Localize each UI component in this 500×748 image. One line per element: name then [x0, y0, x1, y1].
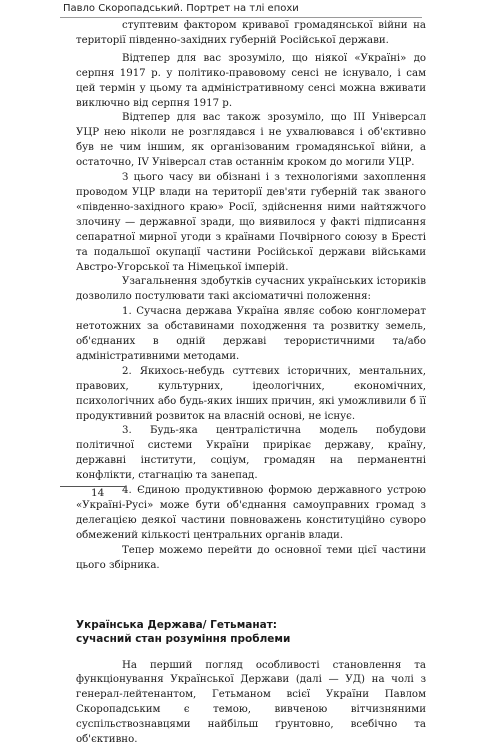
- list-item: 4. Єдиною продуктивною формою державного устрою «Україні-Русі» може бути об'єднання самоуправних громад з делегацією деякої частини повноважень конституційно суворо обмежений кількості центральних органів влади.: [76, 485, 426, 541]
- list-item: 2. Якихось-небудь суттєвих історичних, ментальних, правових, культурних, ідеологічних, економічних, психологічних або будь-яких інших причин, які уможливили б її продуктивний розвиток на власній основі, не існує.: [76, 365, 426, 422]
- paragraph: Узагальнення здобутків сучасних українських істориків дозволило постулювати такі аксіоматичні положення:: [76, 276, 426, 303]
- list-item: 3. Будь-яка централістична модель побудови політичної системи України прирікає державу, країну, державні інститути, соціум, громадян на перманентні конфлікти, стагнацію та занепад.: [76, 425, 426, 482]
- section-title-line-1: Українська Держава/ Гетьманат:: [76, 618, 277, 631]
- running-header: Павло Скоропадський. Портрет на тлі епохи: [63, 3, 299, 14]
- section-title-line-2: сучасний стан розуміння проблеми: [76, 632, 291, 645]
- header-divider: [60, 17, 422, 18]
- paragraph: Тепер можемо перейти до основної теми цієї частини цього збірника.: [76, 544, 426, 571]
- list-item: 1. Сучасна держава Україна являє собою конгломерат нетотожних за обставинами походження та розвитку земель, об'єднаних в одній державі терористичними та/або адміністративними методами.: [76, 306, 426, 362]
- paragraph: Відтепер для вас також зрозуміло, що III Універсал УЦР нею ніколи не розглядався і не ухвалювався і об'єктивно був не чим іншим, як організованим громадянської війни, а остаточно, IV Універсал став останнім кроком до могили УЦР.: [76, 112, 426, 169]
- paragraph: На перший погляд особливості становлення та функціонування Української Держави (далі — УД) на чолі з генерал-лейтенантом, Гетьманом всієї України Павлом Скоропадським є темою, вивченою вітчизняними суспільствознавцями найбільш ґрунтовно, всебічно та об'єктивно.: [76, 659, 426, 746]
- page-number: 14: [91, 487, 105, 499]
- paragraph: Відтепер для вас зрозуміло, що ніякої «Україні» до серпня 1917 р. у політико-правовому сенсі не існувало, і сам цей термін у цьому та адміністративному сенсі можна вживати виключно від серпня 1917 р.: [76, 52, 426, 109]
- page-body: [76, 19, 426, 748]
- paragraph: ступтевим фактором кривавої громадянської війни на території південно-західних губерній Російської держави.: [76, 20, 426, 46]
- section-heading: [76, 618, 426, 646]
- paragraph: З цього часу ви обізнані і з технологіями захоплення проводом УЦР влади на території дев'яти губерній так званого «південно-західного краю» Росії, здійснення ними найтяжчого злочину — державної зради, що виявилося у факті підписання сепаратної мирної угоди з країнами Почвірного союзу в Бресті та подальшої окупації частини Російської держави військами Австро-Угорської та Німецької імперій.: [76, 172, 426, 273]
